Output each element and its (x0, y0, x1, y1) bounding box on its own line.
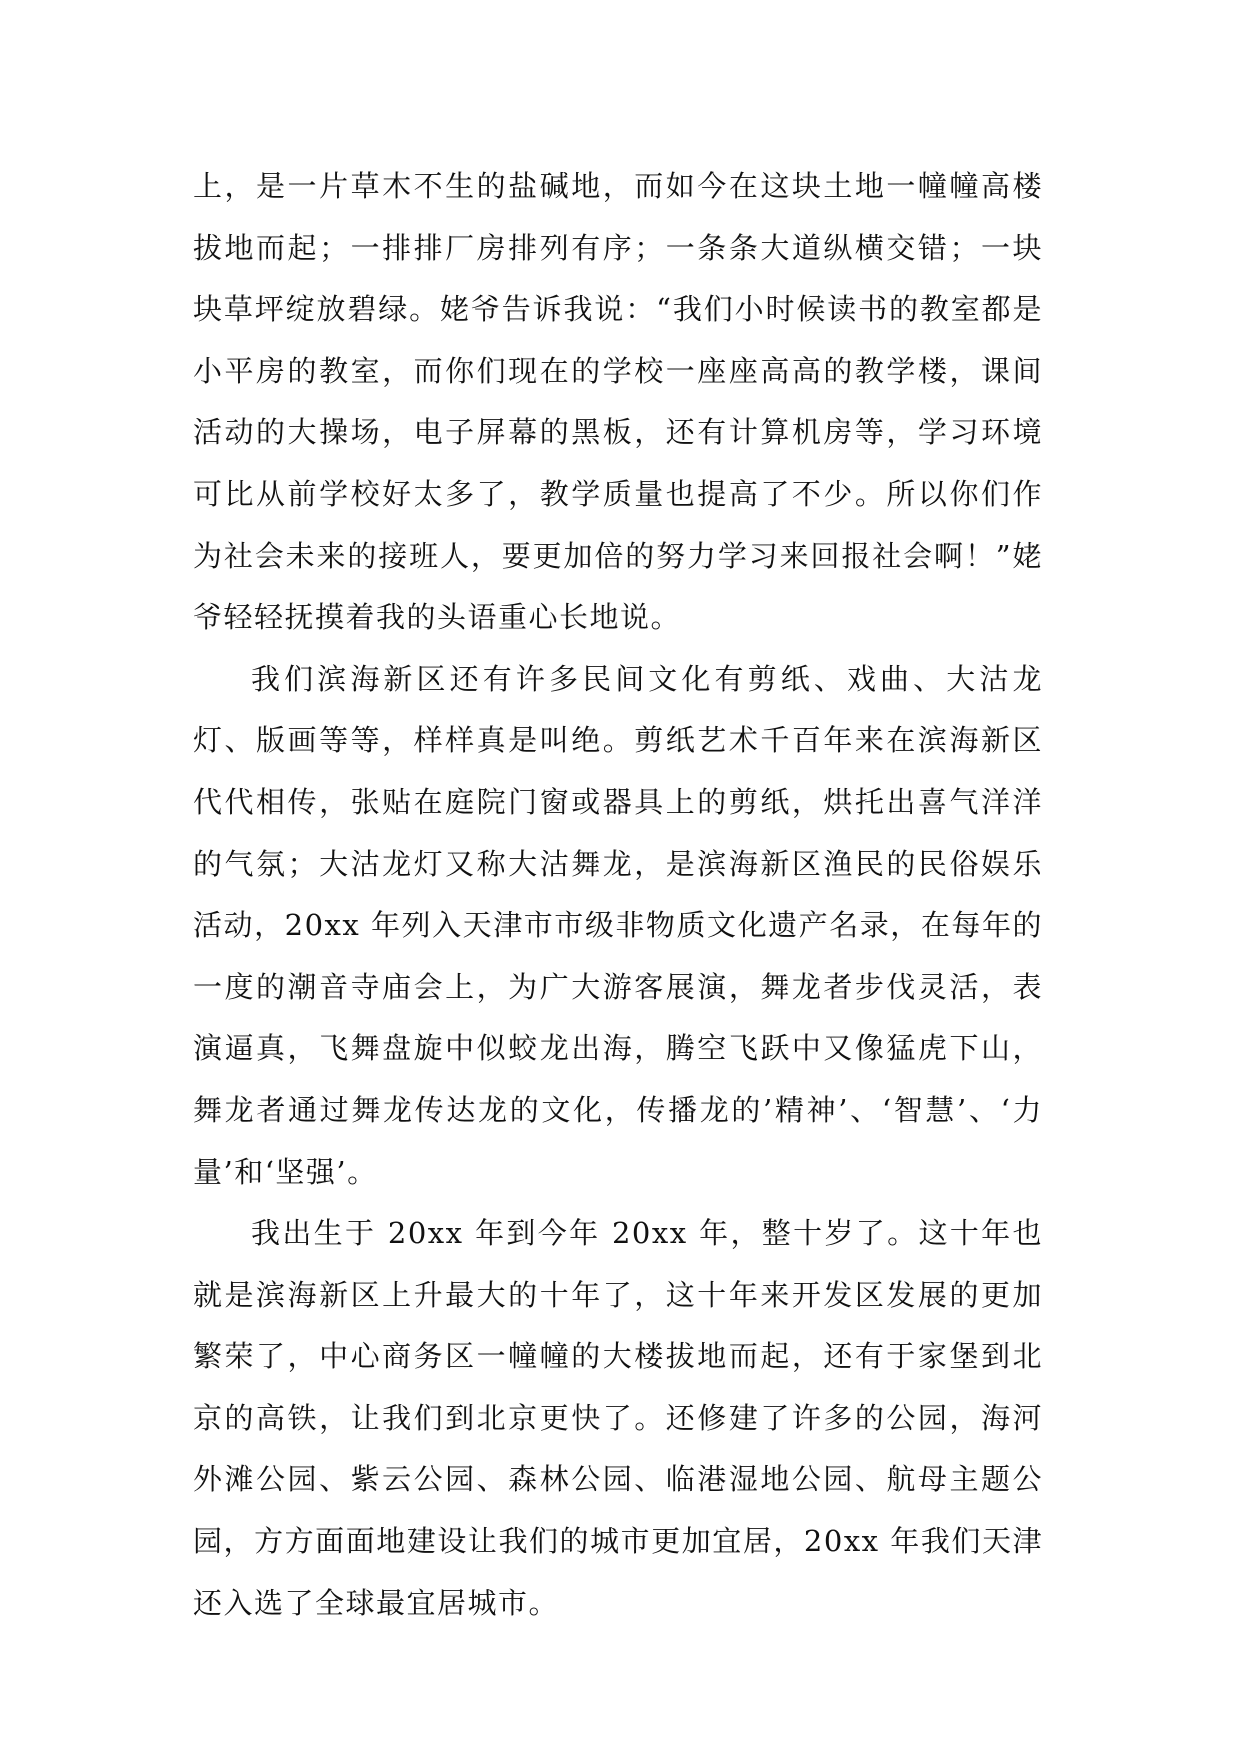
paragraph-ten-years: 我出生于 20xx 年到今年 20xx 年，整十岁了。这十年也就是滨海新区上升最大的十年了，这十年来开发区发展的更加繁荣了，中心商务区一幢幢的大楼拔地而起，还有于家堡到北京的高铁，让我们到北京更快了。还修建了许多的公园，海河外滩公园、紫云公园、森林公园、临港湿地公园、航母主题公园，方方面面地建设让我们的城市更加宜居，20xx 年我们天津还入选了全球最宜居城市。 (193, 1216, 1043, 1620)
document-body (193, 156, 1043, 1634)
paragraph-continuation: 上，是一片草木不生的盐碱地，而如今在这块土地一幢幢高楼拔地而起；一排排厂房排列有序；一条条大道纵横交错；一块块草坪绽放碧绿。姥爷告诉我说：“我们小时候读书的教室都是小平房的教室，而你们现在的学校一座座高高的教学楼，课间活动的大操场，电子屏幕的黑板，还有计算机房等，学习环境可比从前学校好太多了，教学质量也提高了不少。所以你们作为社会未来的接班人，要更加倍的努力学习来回报社会啊！”姥爷轻轻抚摸着我的头语重心长地说。 (193, 169, 1043, 635)
paragraph-folk-culture: 我们滨海新区还有许多民间文化有剪纸、戏曲、大沽龙灯、版画等等，样样真是叫绝。剪纸艺术千百年来在滨海新区代代相传，张贴在庭院门窗或器具上的剪纸，烘托出喜气洋洋的气氛；大沽龙灯又称大沽舞龙，是滨海新区渔民的民俗娱乐活动，20xx 年列入天津市市级非物质文化遗产名录，在每年的一度的潮音寺庙会上，为广大游客展演，舞龙者步伐灵活，表演逼真，飞舞盘旋中似蛟龙出海，腾空飞跃中又像猛虎下山，舞龙者通过舞龙传达龙的文化，传播龙的’精神’、‘智慧’、‘力量’和‘坚强’。 (193, 661, 1043, 1189)
